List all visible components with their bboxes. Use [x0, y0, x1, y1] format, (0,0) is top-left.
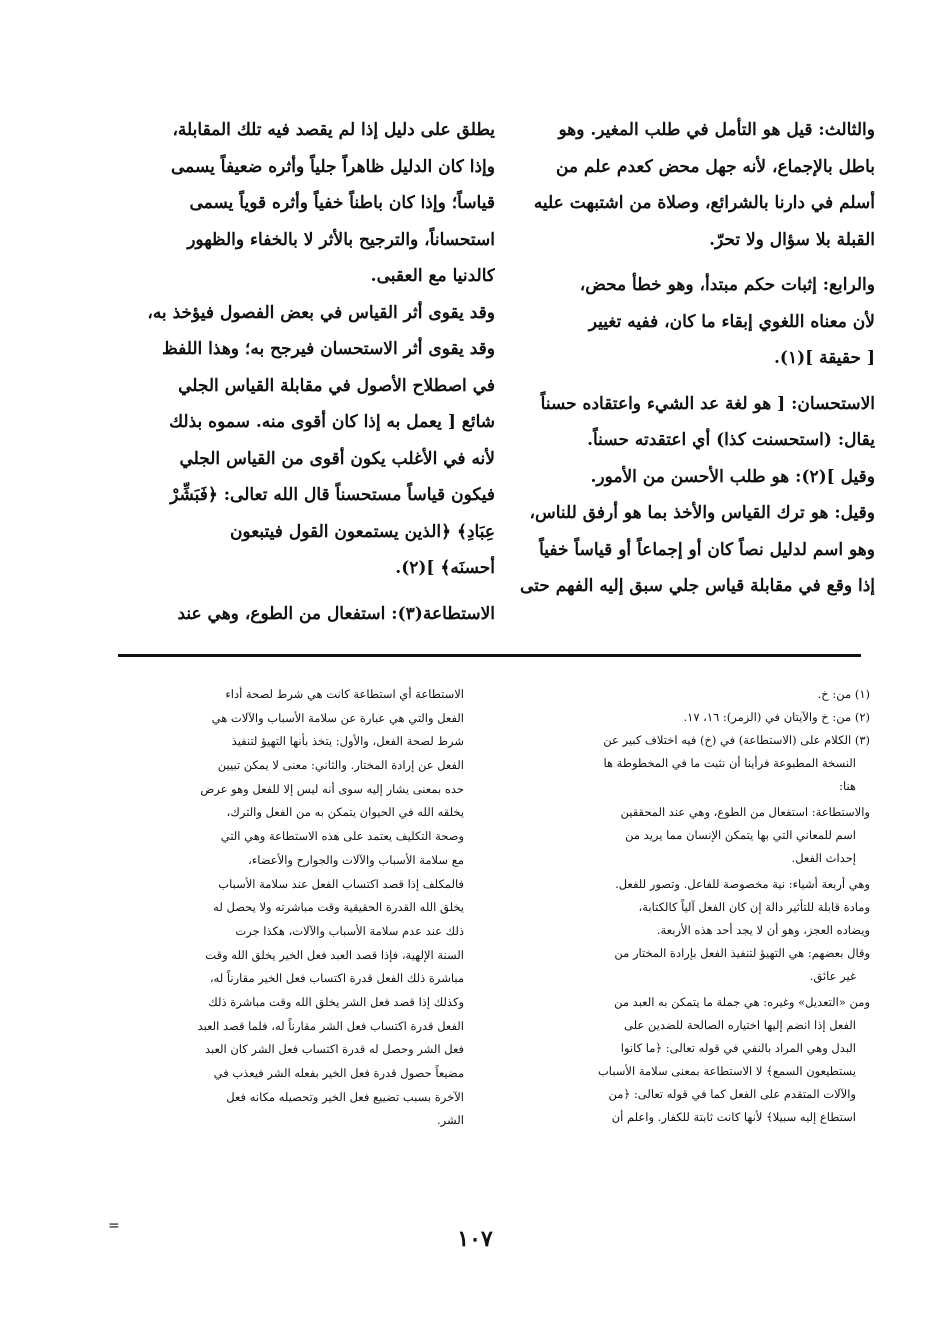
body-column-right [487, 112, 875, 605]
body-column-left [105, 112, 495, 632]
body-line: وهو اسم لدليل نصاً كان أو إجماعاً أو قياساً خفياً [539, 539, 875, 560]
body-line: باطل بالإجماع، لأنه جهل محض كعدم علم من [555, 156, 875, 177]
footnote-line: الفعل والتي هي عبارة عن سلامة الأسباب والآلات هي [211, 710, 464, 725]
body-line: الاستطاعة(٣): استفعال من الطوع، وهي عند [177, 603, 495, 624]
footnote-line: الفعل إذا انضم إليها اختياره الصالحة للضدين على [624, 1018, 856, 1032]
body-line: أحسنَه﴾ ](٢). [395, 558, 495, 578]
footnote-line: استطاع إليه سبيلا﴾ لأنها كانت ثابتة للكفار. واعلم أن [611, 1110, 856, 1124]
body-line: لأن معناه اللغوي إبقاء ما كان، ففيه تغيير [588, 311, 875, 332]
footnote-line: الفعل عن إرادة المختار. والثاني: معنى لا يمكن تبيين [217, 758, 464, 773]
body-line: والثالث: قيل هو التأمل في طلب المغير. وهو [558, 120, 875, 140]
footnote-line: الآخرة بسبب تضييع فعل الخير وتحصيله مكانه فعل [226, 1089, 464, 1104]
body-line: شائع [ يعمل به إذا كان أقوى منه. سموه بذلك [169, 412, 495, 432]
footnote-line: ومادة قابلة للتأثير دالة إن كان الفعل آلياً كالكتابة، [638, 900, 870, 914]
footnote-line: والآلات المتقدم على الفعل كما في قوله تعالى: ﴿من [608, 1087, 856, 1101]
footnote-line: يخلقه الله في الحيوان يتمكن به من الفعل والترك، [226, 805, 464, 820]
footnote-line: فالمكلف إذا قصد اكتساب الفعل عند سلامة الأسباب [218, 876, 464, 891]
footnote-line: الشر. [437, 1113, 464, 1128]
footnote-line: النسخة المطبوعة فرأينا أن نثبت ما في المخطوطة ها [603, 756, 856, 770]
body-line: وإذا كان الدليل ظاهراً جلياً وأثره ضعيفاً يسمى [170, 156, 495, 177]
paragraph-gap [487, 258, 875, 267]
body-line: القبلة بلا سؤال ولا تحرّ. [709, 229, 875, 250]
body-line: [ حقيقة ](١). [773, 348, 875, 368]
footnote-line: ويضاده العجز، وهو أن لا يجد أحد هذه الأربعة. [656, 923, 870, 937]
footnote-line: والاستطاعة: استفعال من الطوع، وهي عند المحققين [620, 805, 870, 819]
footnote-line: وصحة التكليف يعتمد على هذه الاستطاعة وهي التي [220, 829, 464, 844]
footnote-line: ومن «التعديل» وغيره: هي جملة ما يتمكن به العبد من [614, 995, 870, 1009]
footnote-line: الاستطاعة أي استطاعة كانت هي شرط لصحة أداء [225, 687, 464, 701]
footnote-line: وكذلك إذا قصد فعل الشر يخلق الله وقت مباشرة ذلك [208, 994, 464, 1009]
body-line: كالدنيا مع العقبى. [370, 266, 495, 286]
footnote-line: وهي أربعة أشياء: نية مخصوصة للفاعل. وتصور للفعل. [615, 877, 870, 891]
body-line: يطلق على دليل إذا لم يقصد فيه تلك المقابلة، [172, 120, 495, 140]
body-line: استحساناً، والترجيح بالأثر لا بالخفاء والظهور [187, 229, 495, 250]
footnote-line: ذلك عند عدم سلامة الأسباب والآلات، هكذا جرت [235, 923, 464, 938]
footnote-line: إحداث الفعل. [791, 851, 856, 865]
body-line: لأنه في الأغلب يكون أقوى من القياس الجلي [179, 448, 495, 469]
body-line: وقد يقوى أثر الاستحسان فيرجح به؛ وهذا اللفظ [162, 339, 495, 359]
body-line: وقد يقوى أثر القياس في بعض الفصول فيؤخذ به، [147, 302, 495, 323]
footnote-line: السنة الإلهية، فإذا قصد العبد فعل الخير يخلق الله وقت [205, 947, 464, 962]
footnotes-column-left [118, 683, 464, 1133]
body-line: يقال: (استحسنت كذا) أي اعتقدته حسناً. [587, 430, 875, 450]
body-line: وقيل: هو ترك القياس والأخذ بما هو أرفق للناس، [529, 503, 875, 523]
page-number: ١٠٧ [457, 1226, 493, 1252]
body-line: وقيل ](٢): هو طلب الأحسن من الأمور. [590, 466, 875, 487]
body-line: الاستحسان: [ هو لغة عد الشيء واعتقاده حسناً [540, 393, 875, 414]
footnote-line: (٣) الكلام على (الاستطاعة) في (خ) فيه اختلاف كبير عن [603, 733, 870, 747]
footnote-line: البدل وهي المراد بالنفي في قوله تعالى: ﴿ما كانوا [620, 1041, 856, 1055]
body-line: أسلم في دارنا بالشرائع، وصلاة من اشتبهت عليه [533, 193, 875, 213]
body-line: والرابع: إثبات حكم مبتدأ، وهو خطأ محض، [579, 275, 875, 295]
footnote-line: مع سلامة الأسباب والآلات والجوارح والأعضاء، [248, 852, 464, 867]
continuation-mark: = [108, 1218, 120, 1234]
footnote-line: يخلق الله القدرة الحقيقية وقت مباشرته ولا يحصل له [213, 900, 464, 915]
footnote-line: مباشرة ذلك الفعل قدرة اكتساب فعل الخير مقارناً له، [209, 971, 464, 986]
footnote-line: الفعل قدرة اكتساب فعل الشر مقارناً له، فلما قصد العبد [197, 1018, 464, 1033]
body-line: عِبَادِ﴾ ﴿الذين يستمعون القول فيتبعون [229, 521, 495, 542]
footnotes-column-right [478, 683, 870, 1129]
footnote-line: فعل الشر وحصل له قدرة اكتساب فعل الشر كان العبد [204, 1042, 464, 1057]
footnote-line: وقال بعضهم: هي التهيؤ لتنفيذ الفعل بإرادة المختار من [614, 946, 870, 960]
paragraph-gap [487, 377, 875, 386]
footnote-line: هنا: [839, 779, 856, 793]
footnote-line: مضيعاً حصول قدرة فعل الخير بفعله الشر فيعذب في [213, 1066, 464, 1080]
footnote-line: (١) من: خ. [817, 687, 870, 701]
paragraph-gap [105, 587, 495, 596]
footnote-separator [118, 654, 861, 657]
footnote-line: اسم للمعاني التي بها يتمكن الإنسان مما يريد من [625, 828, 856, 842]
body-line: إذا وقع في مقابلة قياس جلي سبق إليه الفهم حتى [520, 576, 875, 596]
footnote-line: (٢) من: خ والآيتان في (الزمر): ١٦، ١٧. [683, 710, 870, 724]
body-line: في اصطلاح الأصول في مقابلة القياس الجلي [178, 375, 495, 396]
footnote-line: يستطيعون السمع﴾ لا الاستطاعة بمعنى سلامة الأسباب [597, 1064, 856, 1078]
footnote-line: حده بمعنى يشار إليه سوى أنه ليس إلا للفعل وهو عرض [200, 781, 464, 796]
body-line: فيكون قياساً مستحسناً قال الله تعالى: ﴿فَبَشِّرْ [170, 485, 495, 505]
footnote-line: شرط لصحة الفعل، والأول: يتخذ بأنها التهيؤ لتنفيذ [231, 734, 464, 749]
body-line: قياساً؛ وإذا كان باطناً خفياً وأثره قوياً يسمى [189, 193, 495, 213]
footnote-line: غير عائق. [809, 969, 856, 983]
